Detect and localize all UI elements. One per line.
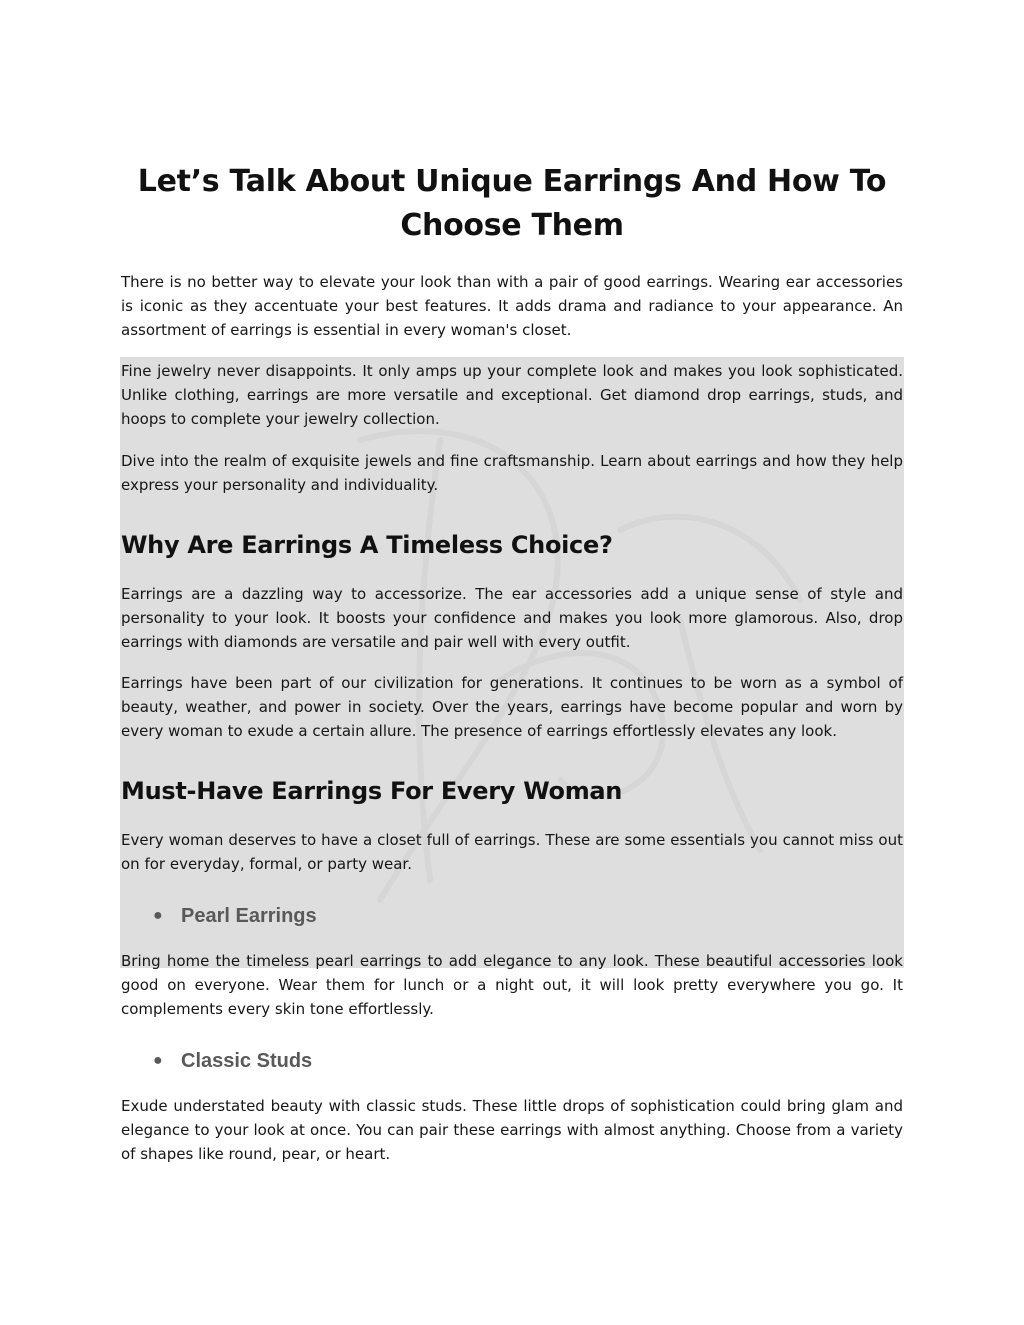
pearl-earrings-paragraph: Bring home the timeless pearl earrings to add elegance to any look. These beautiful accessories look good on everyone. Wear them for lunch or a night out, it will look pretty everywhere you go. It complements every skin tone effortlessly. — [121, 952, 903, 1018]
classic-studs-heading-text: Classic Studs — [181, 1050, 313, 1072]
bullet-icon: ● — [153, 907, 163, 924]
dive-paragraph: Dive into the realm of exquisite jewels and fine craftsmanship. Learn about earrings and how they help express your personality and individuality. — [121, 452, 903, 494]
timeless-paragraph-1: Earrings are a dazzling way to accessorize. The ear accessories add a unique sense of style and personality to your look. It boosts your confidence and makes you look more glamorous. Also, drop earrings with diamonds are versatile and pair well with every outfit. — [121, 585, 903, 651]
intro-paragraph: There is no better way to elevate your look than with a pair of good earrings. Wearing ear accessories is iconic as they accentuate your best features. It adds drama and radiance to your appearance. An assortment of earrings is essential in every woman's closet. — [121, 273, 903, 339]
timeless-paragraph-2: Earrings have been part of our civilization for generations. It continues to be worn as a symbol of beauty, weather, and power in society. Over the years, earrings have become popular and worn by every woman to exude a certain allure. The presence of earrings effortlessly elevates any look. — [121, 674, 903, 740]
fine-jewelry-paragraph: Fine jewelry never disappoints. It only amps up your complete look and makes you look sophisticated. Unlike clothing, earrings are more versatile and exceptional. Get diamond drop earrings, studs, and hoops to complete your jewelry collection. — [121, 362, 903, 428]
classic-studs-paragraph: Exude understated beauty with classic studs. These little drops of sophistication could bring glam and elegance to your look at once. You can pair these earrings with almost anything. Choose from a variety of shapes like round, pear, or heart. — [121, 1097, 903, 1163]
document-title: Let’s Talk About Unique Earrings And How To Choose Them — [137, 164, 887, 243]
must-have-heading: Must-Have Earrings For Every Woman — [121, 777, 623, 805]
must-have-paragraph: Every woman deserves to have a closet full of earrings. These are some essentials you cannot miss out on for everyday, formal, or party wear. — [121, 831, 903, 873]
bullet-icon: ● — [153, 1052, 163, 1069]
pearl-earrings-heading-text: Pearl Earrings — [181, 905, 317, 927]
timeless-choice-heading: Why Are Earrings A Timeless Choice? — [121, 531, 613, 559]
pearl-earrings-heading — [153, 902, 317, 930]
classic-studs-heading — [153, 1047, 312, 1075]
